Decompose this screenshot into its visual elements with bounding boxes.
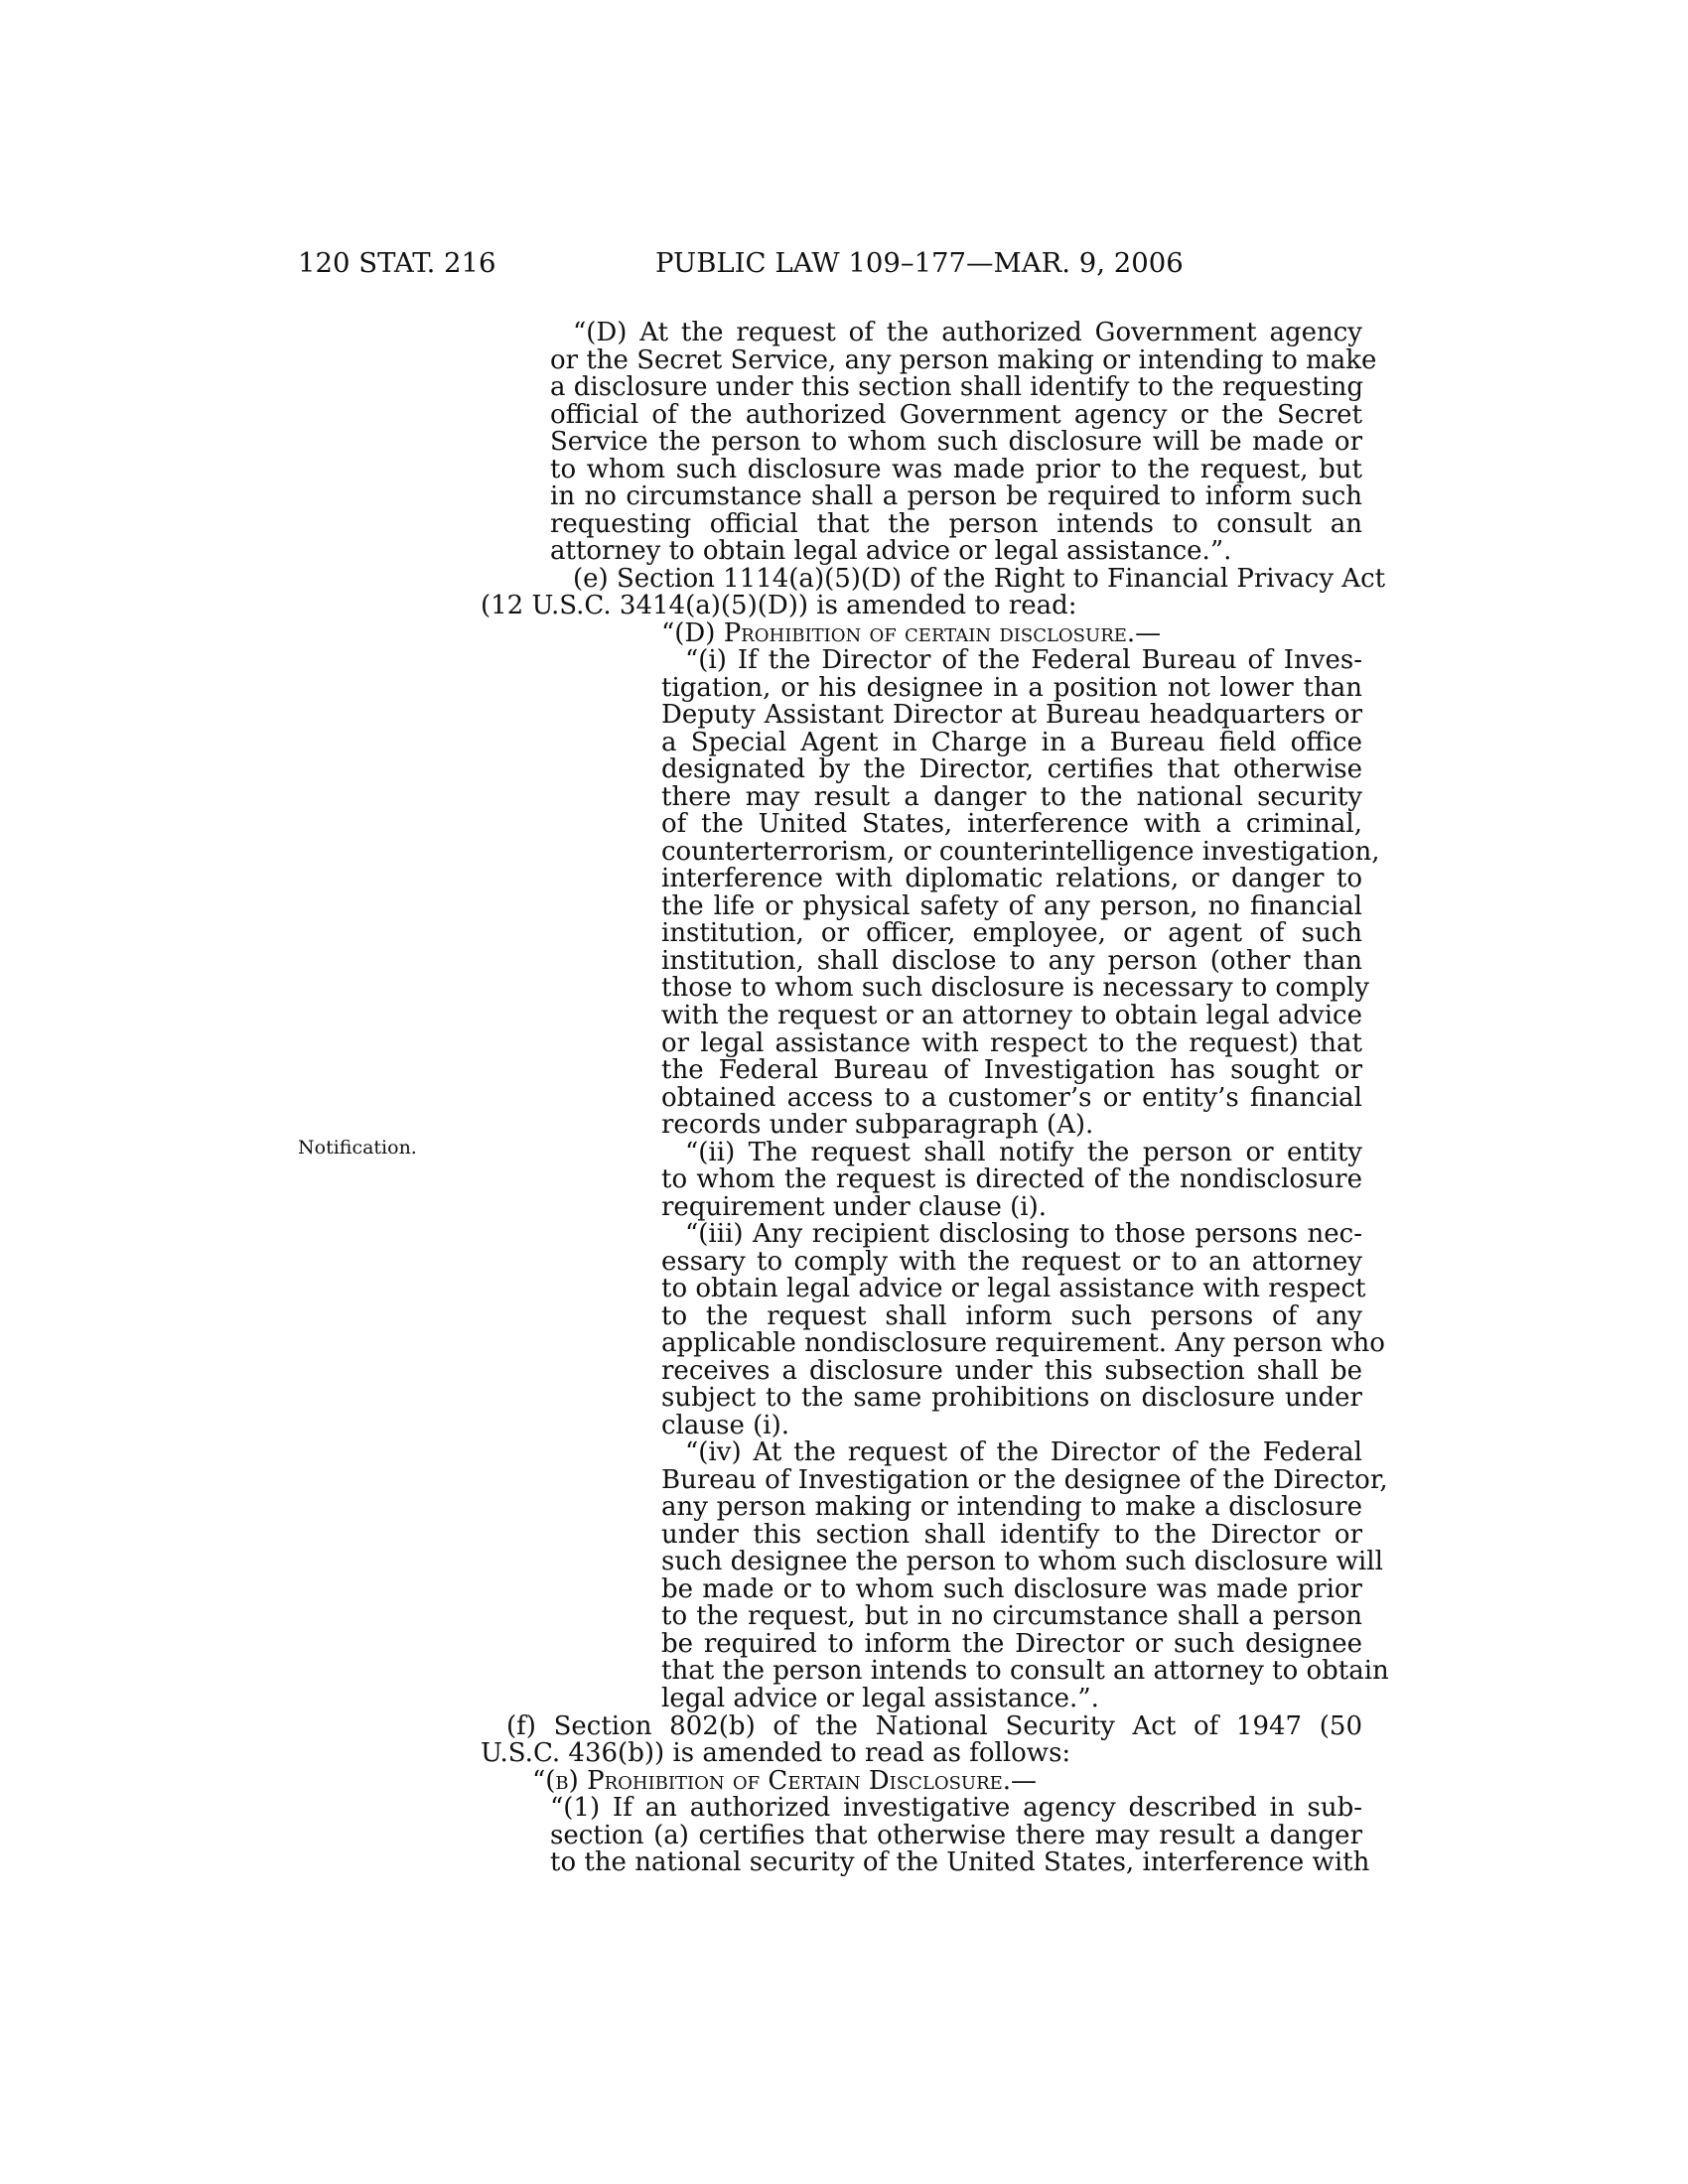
text-line: receives a disclosure under this subsection shall be: [661, 1355, 1362, 1386]
text-line: (12 U.S.C. 3414(a)(5)(D)) is amended to read:: [481, 591, 1077, 621]
text-line: under this section shall identify to the Director or: [661, 1519, 1362, 1550]
text-line: institution, shall disclose to any person (other than: [661, 945, 1362, 976]
text-line: “(iii) Any recipient disclosing to those persons nec-: [685, 1219, 1362, 1250]
text-line: “(D) Prohibition of certain disclosure.—: [661, 617, 1162, 648]
text-line: counterterrorism, or counterintelligence investigation,: [661, 836, 1380, 867]
text-line: that the person intends to consult an attorney to obtain: [661, 1656, 1389, 1687]
text-line: a Special Agent in Charge in a Bureau field office: [661, 727, 1362, 757]
text-line: requesting official that the person intends to consult an: [550, 508, 1362, 539]
text-line: “(b) Prohibition of Certain Disclosure.—: [532, 1765, 1038, 1796]
text-line: (f) Section 802(b) of the National Security Act of 1947 (50: [506, 1710, 1362, 1741]
text-line: the Federal Bureau of Investigation has sought or: [661, 1055, 1362, 1086]
text-line: or legal assistance with respect to the request) that: [661, 1027, 1362, 1058]
text-line: any person making or intending to make a disclosure: [661, 1492, 1362, 1523]
text-line: essary to comply with the request or to an attorney: [661, 1246, 1362, 1277]
text-line: institution, or officer, employee, or agent of such: [661, 918, 1362, 949]
text-line: “(iv) At the request of the Director of the Federal: [685, 1437, 1362, 1468]
text-line: a disclosure under this section shall identify to the requesting: [550, 372, 1364, 403]
text-line: tigation, or his designee in a position not lower than: [661, 672, 1362, 703]
text-line: to obtain legal advice or legal assistance with respect: [661, 1274, 1366, 1304]
text-line: section (a) certifies that otherwise there may result a danger: [550, 1820, 1362, 1850]
text-line: such designee the person to whom such disclosure will: [661, 1547, 1383, 1577]
page-title: PUBLIC LAW 109–177—MAR. 9, 2006: [655, 247, 1184, 279]
text-line: “(ii) The request shall notify the person or entity: [685, 1137, 1362, 1167]
margin-note: Notification.: [298, 1137, 417, 1159]
text-line: interference with diplomatic relations, or danger to: [661, 864, 1362, 894]
text-line: in no circumstance shall a person be required to inform such: [550, 481, 1362, 512]
text-line: there may result a danger to the national security: [661, 781, 1362, 812]
text-line: Bureau of Investigation or the designee of the Director,: [661, 1464, 1388, 1495]
text-line: “(D) At the request of the authorized Government agency: [573, 318, 1362, 347]
text-line: to the request, but in no circumstance shall a person: [661, 1601, 1362, 1632]
text-line: applicable nondisclosure requirement. Any person who: [661, 1328, 1385, 1359]
text-line: to the request shall inform such persons of any: [661, 1300, 1362, 1331]
text-line: be required to inform the Director or such designee: [661, 1628, 1362, 1659]
text-line: to whom the request is directed of the nondisclosure: [661, 1164, 1362, 1195]
text-line: to whom such disclosure was made prior to the request, but: [550, 454, 1362, 484]
text-line: Deputy Assistant Director at Bureau headquarters or: [661, 700, 1362, 731]
text-line: of the United States, interference with a criminal,: [661, 809, 1362, 840]
text-line: subject to the same prohibitions on disclosure under: [661, 1383, 1362, 1414]
text-line: attorney to obtain legal advice or legal assistance.”.: [550, 536, 1232, 567]
text-line: Service the person to whom such disclosure will be made or: [550, 427, 1362, 458]
text-line: or the Secret Service, any person making or intending to make: [550, 344, 1377, 375]
text-line: those to whom such disclosure is necessary to comply: [661, 973, 1369, 1004]
text-line: (e) Section 1114(a)(5)(D) of the Right to Financial Privacy Act: [573, 563, 1386, 594]
text-line: be made or to whom such disclosure was made prior: [661, 1573, 1362, 1604]
text-line: “(1) If an authorized investigative agency described in sub-: [550, 1793, 1362, 1824]
text-line: official of the authorized Government agency or the Secret: [550, 399, 1362, 430]
text-line: U.S.C. 436(b)) is amended to read as follows:: [481, 1738, 1071, 1769]
text-line: legal advice or legal assistance.”.: [661, 1684, 1099, 1713]
text-line: designated by the Director, certifies that otherwise: [661, 754, 1362, 785]
text-line: “(i) If the Director of the Federal Bureau of Inves-: [685, 645, 1362, 676]
text-line: requirement under clause (i).: [661, 1191, 1048, 1222]
text-line: clause (i).: [661, 1410, 789, 1440]
statute-reference: 120 STAT. 216: [298, 247, 496, 279]
text-line: with the request or an attorney to obtain legal advice: [661, 1001, 1362, 1030]
text-line: the life or physical safety of any person, no financial: [661, 890, 1362, 921]
text-line: obtained access to a customer’s or entity’s financial: [661, 1082, 1362, 1113]
text-line: records under subparagraph (A).: [661, 1110, 1094, 1141]
text-line: to the national security of the United States, interference with: [550, 1847, 1370, 1878]
